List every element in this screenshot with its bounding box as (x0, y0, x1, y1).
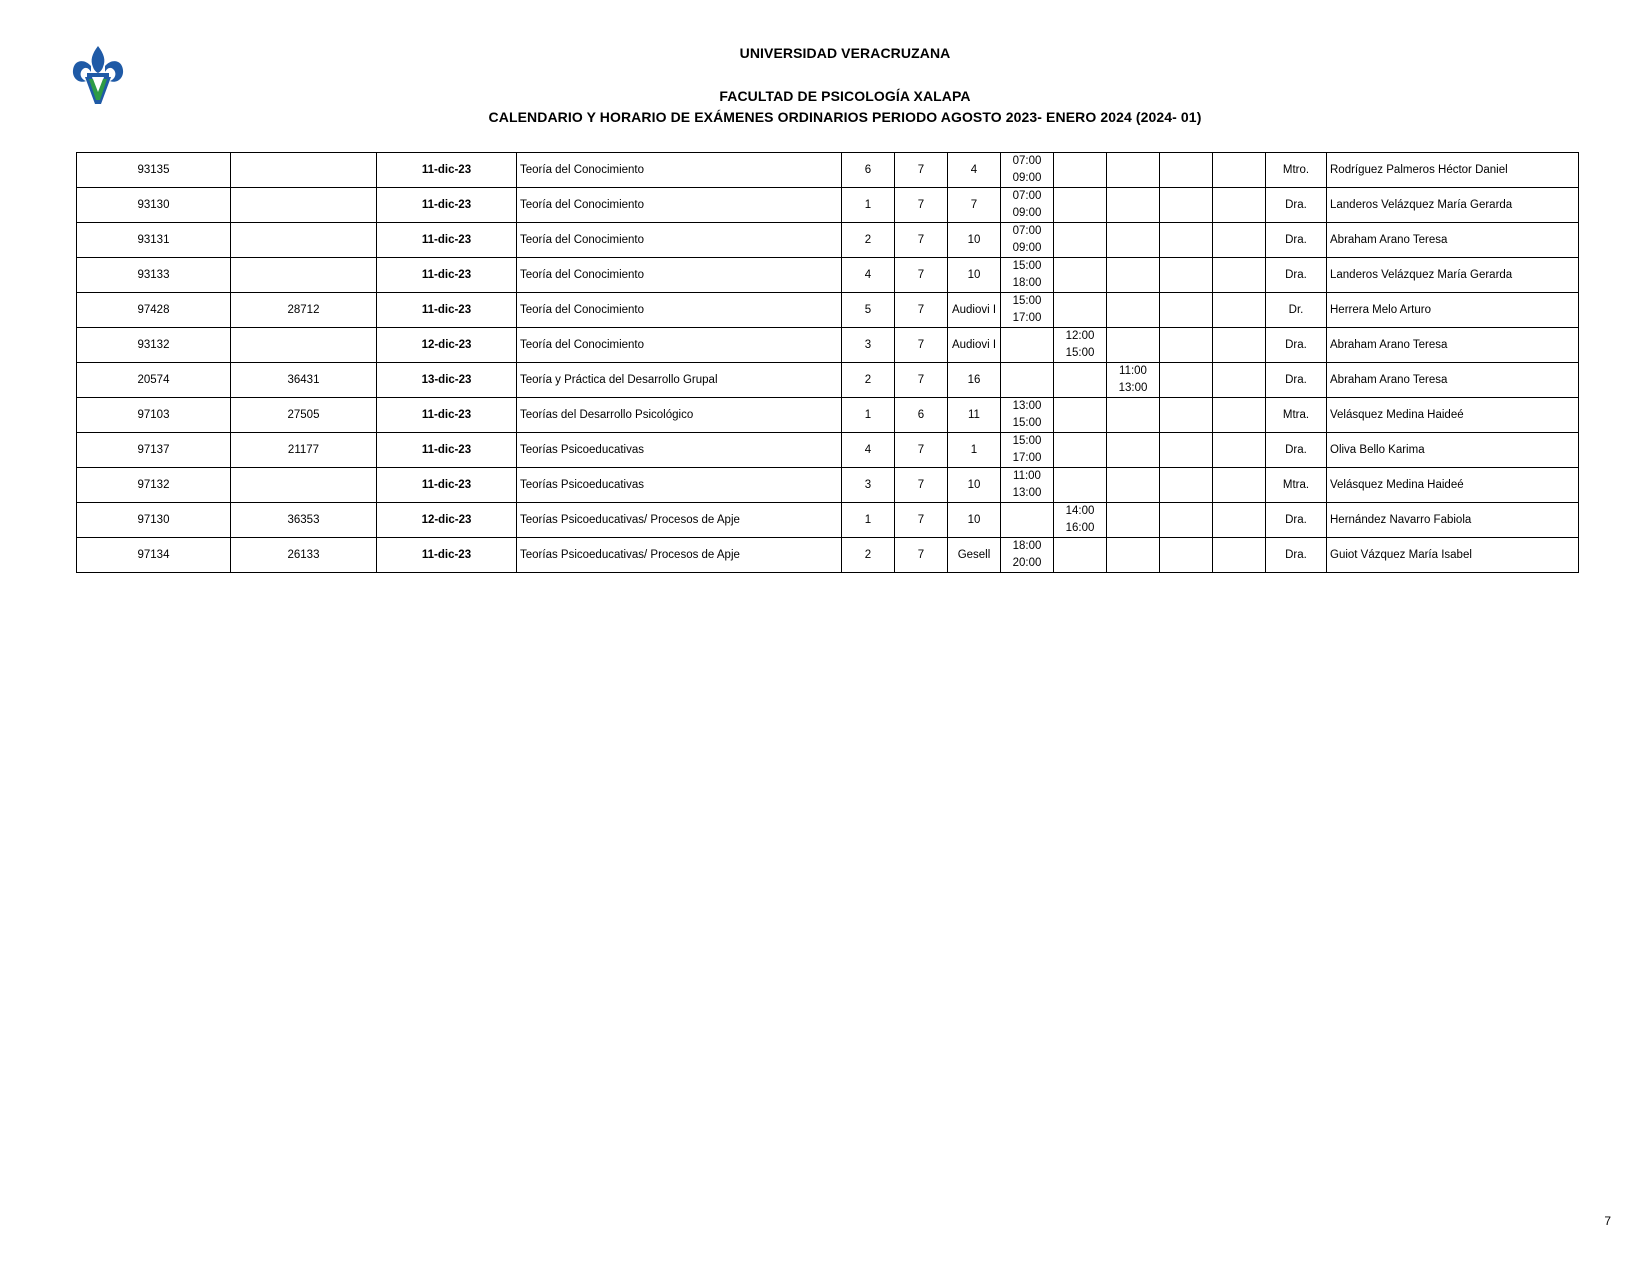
time-slot-1-cell (1001, 328, 1054, 363)
time-slot-2-cell (1054, 293, 1107, 328)
teacher-name-cell: Abraham Arano Teresa (1327, 363, 1579, 398)
exam-date-cell: 11-dic-23 (377, 398, 517, 433)
code-cell: 36353 (231, 503, 377, 538)
teacher-title-cell: Mtro. (1266, 153, 1327, 188)
room-cell: Audiovi I (948, 293, 1001, 328)
slot-start-time: 11:00 (1013, 470, 1041, 482)
slot-start-time: 14:00 (1065, 505, 1095, 517)
empty-cell (1213, 153, 1266, 188)
teacher-title-cell: Dra. (1266, 188, 1327, 223)
slot-end-time: 18:00 (1012, 277, 1042, 289)
empty-cell (1213, 538, 1266, 573)
exam-date-cell: 12-dic-23 (377, 503, 517, 538)
code-cell (231, 153, 377, 188)
room-cell: 10 (948, 503, 1001, 538)
semester-cell: 7 (895, 433, 948, 468)
nrc-cell: 93132 (77, 328, 231, 363)
slot-end-time: 09:00 (1012, 172, 1042, 184)
time-slot-2-cell (1054, 188, 1107, 223)
exam-date-cell: 11-dic-23 (377, 293, 517, 328)
semester-cell: 7 (895, 258, 948, 293)
time-slot-1-cell (1001, 153, 1054, 188)
teacher-name-cell: Landeros Velázquez María Gerarda (1327, 258, 1579, 293)
code-cell (231, 258, 377, 293)
time-slot-2-cell (1054, 328, 1107, 363)
subject-cell: Teoría del Conocimiento (517, 223, 842, 258)
time-slot-2-cell (1054, 433, 1107, 468)
block-cell: 4 (842, 258, 895, 293)
exam-date-cell: 11-dic-23 (377, 223, 517, 258)
room-cell: 7 (948, 188, 1001, 223)
slot-start-time: 07:00 (1012, 225, 1042, 237)
slot-end-time: 16:00 (1065, 522, 1095, 534)
slot-end-time: 13:00 (1118, 382, 1148, 394)
empty-cell (1160, 223, 1213, 258)
time-slot-3-cell (1107, 188, 1160, 223)
teacher-name-cell: Landeros Velázquez María Gerarda (1327, 188, 1579, 223)
empty-cell (1213, 188, 1266, 223)
time-slot-3-cell (1107, 223, 1160, 258)
slot-end-time: 13:00 (1012, 487, 1042, 499)
code-cell: 28712 (231, 293, 377, 328)
teacher-name-cell: Abraham Arano Teresa (1327, 328, 1579, 363)
semester-cell: 7 (895, 538, 948, 573)
time-slot-3-cell (1107, 258, 1160, 293)
subject-cell: Teorías Psicoeducativas (517, 433, 842, 468)
time-slot-1-cell (1001, 188, 1054, 223)
time-slot-1-cell (1001, 258, 1054, 293)
teacher-title-cell: Dra. (1266, 503, 1327, 538)
faculty-title: FACULTAD DE PSICOLOGÍA XALAPA (719, 88, 971, 104)
table-row (77, 363, 1579, 398)
nrc-cell: 97130 (77, 503, 231, 538)
teacher-title-cell: Dra. (1266, 363, 1327, 398)
empty-cell (1160, 538, 1213, 573)
code-cell: 27505 (231, 398, 377, 433)
block-cell: 1 (842, 503, 895, 538)
slot-start-time: 15:00 (1012, 435, 1042, 447)
time-slot-2-cell (1054, 538, 1107, 573)
university-title: UNIVERSIDAD VERACRUZANA (739, 45, 951, 61)
empty-cell (1213, 258, 1266, 293)
subject-cell: Teorías Psicoeducativas/ Procesos de Apje (517, 538, 842, 573)
subject-cell: Teoría del Conocimiento (517, 293, 842, 328)
table-row (77, 223, 1579, 258)
empty-cell (1160, 433, 1213, 468)
exam-date-cell: 11-dic-23 (377, 538, 517, 573)
empty-cell (1160, 363, 1213, 398)
empty-cell (1160, 258, 1213, 293)
time-slot-3-cell (1107, 153, 1160, 188)
room-cell: 16 (948, 363, 1001, 398)
subject-cell: Teoría y Práctica del Desarrollo Grupal (517, 363, 842, 398)
subject-cell: Teorías Psicoeducativas (517, 468, 842, 503)
room-cell: Gesell (948, 538, 1001, 573)
time-slot-3-cell (1107, 468, 1160, 503)
code-cell (231, 188, 377, 223)
nrc-cell: 97103 (77, 398, 231, 433)
exam-date-cell: 11-dic-23 (377, 468, 517, 503)
slot-end-time: 17:00 (1012, 452, 1042, 464)
time-slot-1-cell (1001, 223, 1054, 258)
time-slot-1-cell (1001, 538, 1054, 573)
room-cell: 1 (948, 433, 1001, 468)
page-number: 7 (1604, 1214, 1611, 1228)
time-slot-1-cell (1001, 293, 1054, 328)
room-cell: 10 (948, 468, 1001, 503)
time-slot-2-cell (1054, 398, 1107, 433)
table-row (77, 328, 1579, 363)
nrc-cell: 97134 (77, 538, 231, 573)
exam-date-cell: 11-dic-23 (377, 188, 517, 223)
room-cell: 11 (948, 398, 1001, 433)
semester-cell: 7 (895, 328, 948, 363)
slot-end-time: 15:00 (1065, 347, 1095, 359)
teacher-title-cell: Dra. (1266, 258, 1327, 293)
empty-cell (1160, 293, 1213, 328)
teacher-name-cell: Guiot Vázquez María Isabel (1327, 538, 1579, 573)
time-slot-2-cell (1054, 153, 1107, 188)
slot-end-time: 15:00 (1012, 417, 1042, 429)
nrc-cell: 97132 (77, 468, 231, 503)
table-row (77, 398, 1579, 433)
teacher-title-cell: Dra. (1266, 328, 1327, 363)
semester-cell: 7 (895, 363, 948, 398)
slot-start-time: 13:00 (1012, 400, 1042, 412)
table-row (77, 188, 1579, 223)
slot-start-time: 11:00 (1119, 365, 1147, 377)
semester-cell: 7 (895, 293, 948, 328)
nrc-cell: 93130 (77, 188, 231, 223)
exam-date-cell: 11-dic-23 (377, 433, 517, 468)
empty-cell (1160, 188, 1213, 223)
block-cell: 2 (842, 223, 895, 258)
slot-start-time: 07:00 (1012, 155, 1042, 167)
slot-start-time: 18:00 (1012, 540, 1042, 552)
time-slot-3-cell (1107, 293, 1160, 328)
empty-cell (1213, 363, 1266, 398)
slot-end-time: 09:00 (1012, 207, 1042, 219)
semester-cell: 7 (895, 503, 948, 538)
teacher-name-cell: Oliva Bello Karima (1327, 433, 1579, 468)
exam-date-cell: 11-dic-23 (377, 258, 517, 293)
block-cell: 5 (842, 293, 895, 328)
table-row (77, 468, 1579, 503)
exam-date-cell: 11-dic-23 (377, 153, 517, 188)
table-row (77, 153, 1579, 188)
empty-cell (1213, 328, 1266, 363)
code-cell: 36431 (231, 363, 377, 398)
block-cell: 2 (842, 538, 895, 573)
slot-end-time: 09:00 (1012, 242, 1042, 254)
teacher-name-cell: Hernández Navarro Fabiola (1327, 503, 1579, 538)
nrc-cell: 93131 (77, 223, 231, 258)
time-slot-1-cell (1001, 398, 1054, 433)
code-cell (231, 328, 377, 363)
teacher-name-cell: Abraham Arano Teresa (1327, 223, 1579, 258)
block-cell: 1 (842, 188, 895, 223)
time-slot-3-cell (1107, 328, 1160, 363)
empty-cell (1160, 328, 1213, 363)
empty-cell (1213, 503, 1266, 538)
room-cell: 4 (948, 153, 1001, 188)
teacher-title-cell: Dra. (1266, 223, 1327, 258)
teacher-title-cell: Dra. (1266, 538, 1327, 573)
exam-schedule-table (76, 152, 1579, 573)
subject-cell: Teorías Psicoeducativas/ Procesos de Apje (517, 503, 842, 538)
time-slot-1-cell (1001, 433, 1054, 468)
room-cell: 10 (948, 258, 1001, 293)
nrc-cell: 20574 (77, 363, 231, 398)
empty-cell (1160, 398, 1213, 433)
table-row (77, 258, 1579, 293)
table-row (77, 293, 1579, 328)
time-slot-2-cell (1054, 363, 1107, 398)
empty-cell (1160, 153, 1213, 188)
nrc-cell: 97137 (77, 433, 231, 468)
empty-cell (1213, 398, 1266, 433)
teacher-title-cell: Dra. (1266, 433, 1327, 468)
empty-cell (1160, 503, 1213, 538)
teacher-title-cell: Mtra. (1266, 398, 1327, 433)
empty-cell (1213, 293, 1266, 328)
empty-cell (1213, 433, 1266, 468)
teacher-title-cell: Dr. (1266, 293, 1327, 328)
empty-cell (1160, 468, 1213, 503)
empty-cell (1213, 223, 1266, 258)
empty-cell (1213, 468, 1266, 503)
code-cell: 21177 (231, 433, 377, 468)
table-row (77, 538, 1579, 573)
block-cell: 2 (842, 363, 895, 398)
nrc-cell: 97428 (77, 293, 231, 328)
teacher-name-cell: Rodríguez Palmeros Héctor Daniel (1327, 153, 1579, 188)
time-slot-1-cell (1001, 363, 1054, 398)
semester-cell: 7 (895, 223, 948, 258)
block-cell: 6 (842, 153, 895, 188)
teacher-name-cell: Velásquez Medina Haideé (1327, 468, 1579, 503)
time-slot-3-cell (1107, 398, 1160, 433)
semester-cell: 7 (895, 468, 948, 503)
room-cell: Audiovi I (948, 328, 1001, 363)
teacher-name-cell: Herrera Melo Arturo (1327, 293, 1579, 328)
exam-date-cell: 12-dic-23 (377, 328, 517, 363)
time-slot-2-cell (1054, 503, 1107, 538)
table-row (77, 503, 1579, 538)
slot-start-time: 15:00 (1012, 260, 1042, 272)
slot-start-time: 15:00 (1012, 295, 1042, 307)
semester-cell: 6 (895, 398, 948, 433)
slot-start-time: 12:00 (1065, 330, 1095, 342)
code-cell (231, 468, 377, 503)
table-row (77, 433, 1579, 468)
slot-start-time: 07:00 (1012, 190, 1042, 202)
time-slot-3-cell (1107, 363, 1160, 398)
semester-cell: 7 (895, 153, 948, 188)
code-cell (231, 223, 377, 258)
teacher-title-cell: Mtra. (1266, 468, 1327, 503)
block-cell: 1 (842, 398, 895, 433)
time-slot-3-cell (1107, 538, 1160, 573)
subject-cell: Teoría del Conocimiento (517, 258, 842, 293)
time-slot-1-cell (1001, 468, 1054, 503)
time-slot-2-cell (1054, 258, 1107, 293)
semester-cell: 7 (895, 188, 948, 223)
subject-cell: Teorías del Desarrollo Psicológico (517, 398, 842, 433)
nrc-cell: 93135 (77, 153, 231, 188)
calendar-title: CALENDARIO Y HORARIO DE EXÁMENES ORDINARIOS PERIODO AGOSTO 2023- ENERO 2024 (2024- 01) (488, 109, 1202, 125)
time-slot-3-cell (1107, 433, 1160, 468)
time-slot-1-cell (1001, 503, 1054, 538)
exam-date-cell: 13-dic-23 (377, 363, 517, 398)
block-cell: 3 (842, 468, 895, 503)
nrc-cell: 93133 (77, 258, 231, 293)
subject-cell: Teoría del Conocimiento (517, 188, 842, 223)
time-slot-2-cell (1054, 223, 1107, 258)
subject-cell: Teoría del Conocimiento (517, 153, 842, 188)
time-slot-2-cell (1054, 468, 1107, 503)
subject-cell: Teoría del Conocimiento (517, 328, 842, 363)
teacher-name-cell: Velásquez Medina Haideé (1327, 398, 1579, 433)
block-cell: 3 (842, 328, 895, 363)
slot-end-time: 17:00 (1012, 312, 1042, 324)
code-cell: 26133 (231, 538, 377, 573)
block-cell: 4 (842, 433, 895, 468)
slot-end-time: 20:00 (1012, 557, 1042, 569)
time-slot-3-cell (1107, 503, 1160, 538)
room-cell: 10 (948, 223, 1001, 258)
